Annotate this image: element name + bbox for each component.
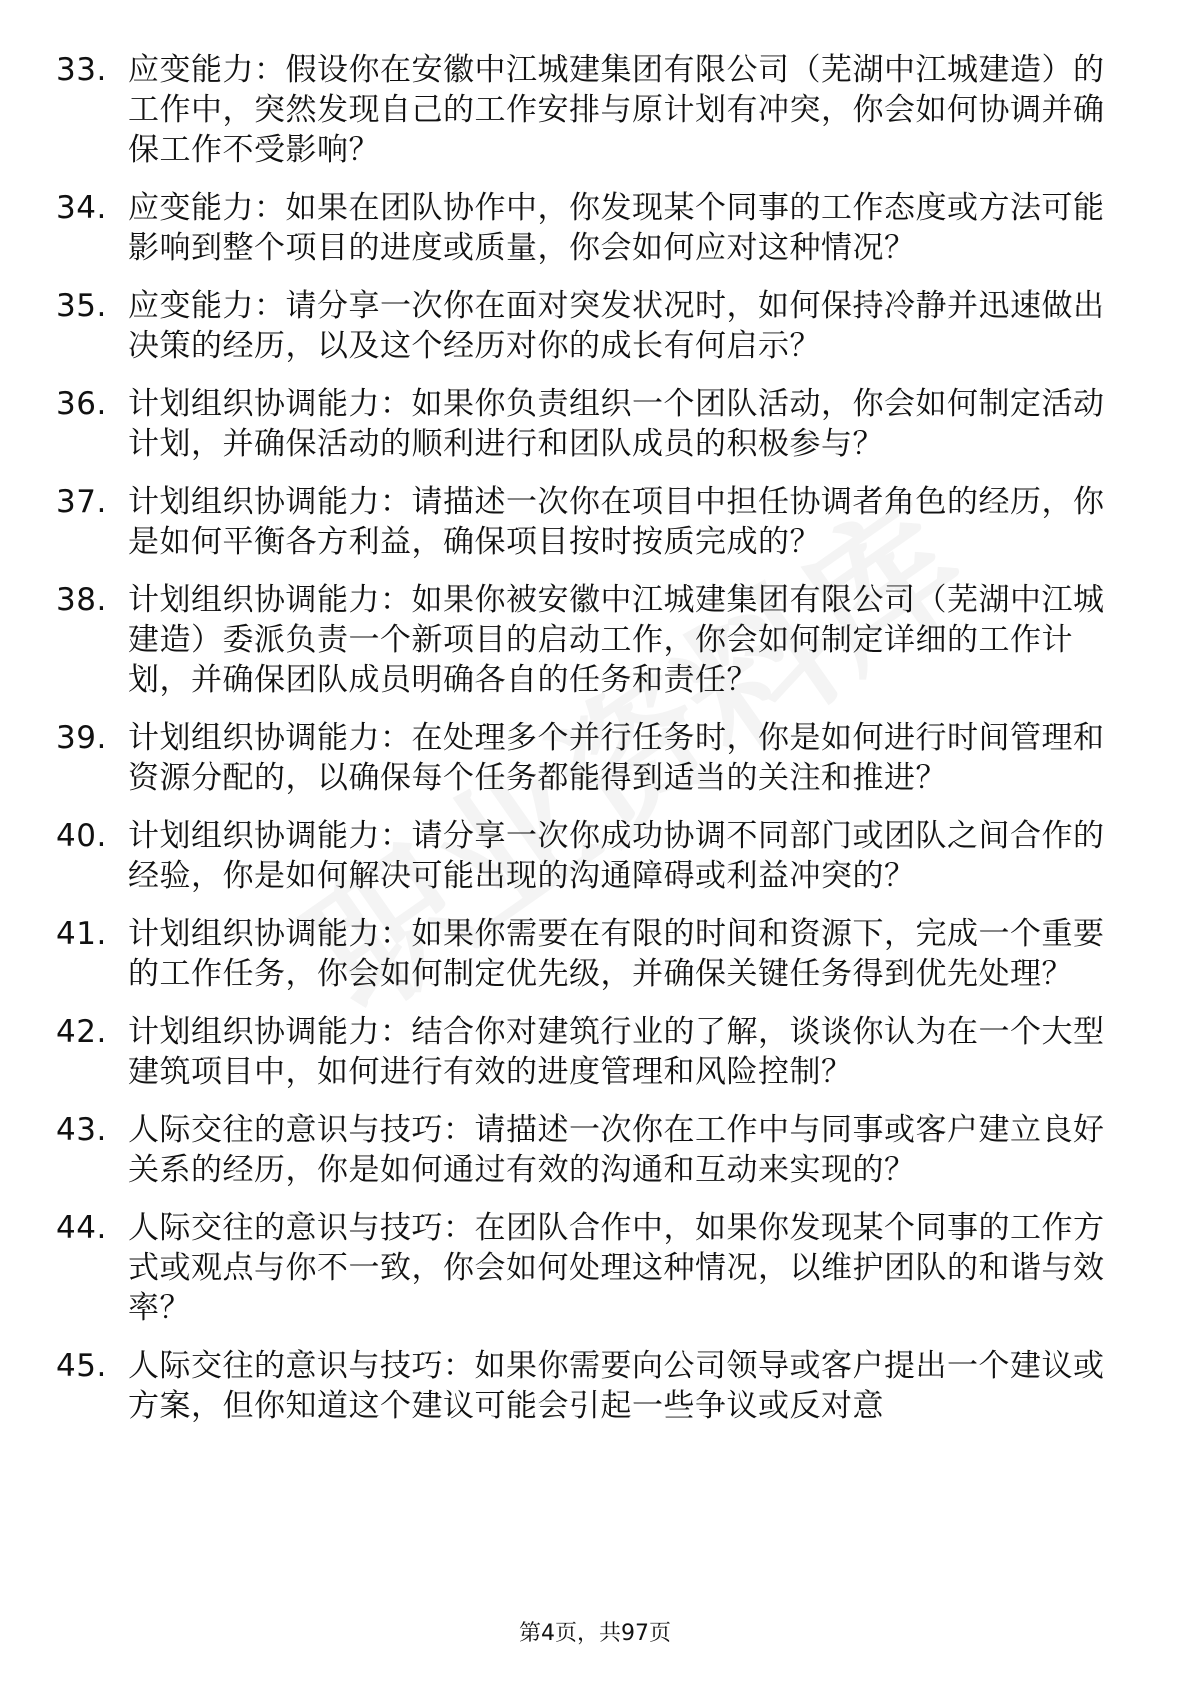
- question-item: [56, 1208, 1116, 1328]
- question-item: [56, 1346, 1116, 1426]
- question-text: 计划组织协调能力：请描述一次你在项目中担任协调者角色的经历，你是如何平衡各方利益，确保项目按时按质完成的？: [128, 484, 1105, 560]
- question-item: [56, 286, 1116, 366]
- question-item: [56, 1012, 1116, 1092]
- question-text: 应变能力：假设你在安徽中江城建集团有限公司（芜湖中江城建造）的工作中，突然发现自己的工作安排与原计划有冲突，你会如何协调并确保工作不受影响？: [128, 52, 1105, 168]
- question-list: [56, 50, 1116, 1444]
- question-text: 应变能力：如果在团队协作中，你发现某个同事的工作态度或方法可能影响到整个项目的进度或质量，你会如何应对这种情况？: [128, 190, 1105, 266]
- question-number: 39.: [56, 720, 107, 756]
- page-footer: 第4页，共97页: [519, 1621, 671, 1646]
- question-item: [56, 384, 1116, 464]
- question-number: 34.: [56, 190, 107, 226]
- question-number: 33.: [56, 52, 107, 88]
- question-item: [56, 816, 1116, 896]
- question-number: 38.: [56, 582, 107, 618]
- question-text: 人际交往的意识与技巧：请描述一次你在工作中与同事或客户建立良好关系的经历，你是如何通过有效的沟通和互动来实现的？: [128, 1112, 1105, 1188]
- question-number: 42.: [56, 1014, 107, 1050]
- question-item: [56, 188, 1116, 268]
- question-item: [56, 580, 1116, 700]
- question-number: 40.: [56, 818, 107, 854]
- question-number: 43.: [56, 1112, 107, 1148]
- question-number: 37.: [56, 484, 107, 520]
- question-text: 计划组织协调能力：如果你需要在有限的时间和资源下，完成一个重要的工作任务，你会如何制定优先级，并确保关键任务得到优先处理？: [128, 916, 1105, 992]
- question-number: 36.: [56, 386, 107, 422]
- question-item: [56, 718, 1116, 798]
- question-text: 应变能力：请分享一次你在面对突发状况时，如何保持冷静并迅速做出决策的经历，以及这个经历对你的成长有何启示？: [128, 288, 1105, 364]
- question-text: 人际交往的意识与技巧：如果你需要向公司领导或客户提出一个建议或方案，但你知道这个建议可能会引起一些争议或反对意: [128, 1348, 1105, 1424]
- question-number: 44.: [56, 1210, 107, 1246]
- question-text: 计划组织协调能力：如果你负责组织一个团队活动，你会如何制定活动计划，并确保活动的顺利进行和团队成员的积极参与？: [128, 386, 1105, 462]
- question-text: 计划组织协调能力：结合你对建筑行业的了解，谈谈你认为在一个大型建筑项目中，如何进行有效的进度管理和风险控制？: [128, 1014, 1105, 1090]
- question-number: 45.: [56, 1348, 107, 1384]
- question-item: [56, 914, 1116, 994]
- question-number: 41.: [56, 916, 107, 952]
- question-item: [56, 1110, 1116, 1190]
- question-text: 计划组织协调能力：在处理多个并行任务时，你是如何进行时间管理和资源分配的，以确保每个任务都能得到适当的关注和推进？: [128, 720, 1105, 796]
- question-text: 计划组织协调能力：请分享一次你成功协调不同部门或团队之间合作的经验，你是如何解决可能出现的沟通障碍或利益冲突的？: [128, 818, 1105, 894]
- question-item: [56, 482, 1116, 562]
- question-text: 人际交往的意识与技巧：在团队合作中，如果你发现某个同事的工作方式或观点与你不一致，你会如何处理这种情况，以维护团队的和谐与效率？: [128, 1210, 1105, 1326]
- question-text: 计划组织协调能力：如果你被安徽中江城建集团有限公司（芜湖中江城建造）委派负责一个新项目的启动工作，你会如何制定详细的工作计划，并确保团队成员明确各自的任务和责任？: [128, 582, 1105, 698]
- question-item: [56, 50, 1116, 170]
- question-number: 35.: [56, 288, 107, 324]
